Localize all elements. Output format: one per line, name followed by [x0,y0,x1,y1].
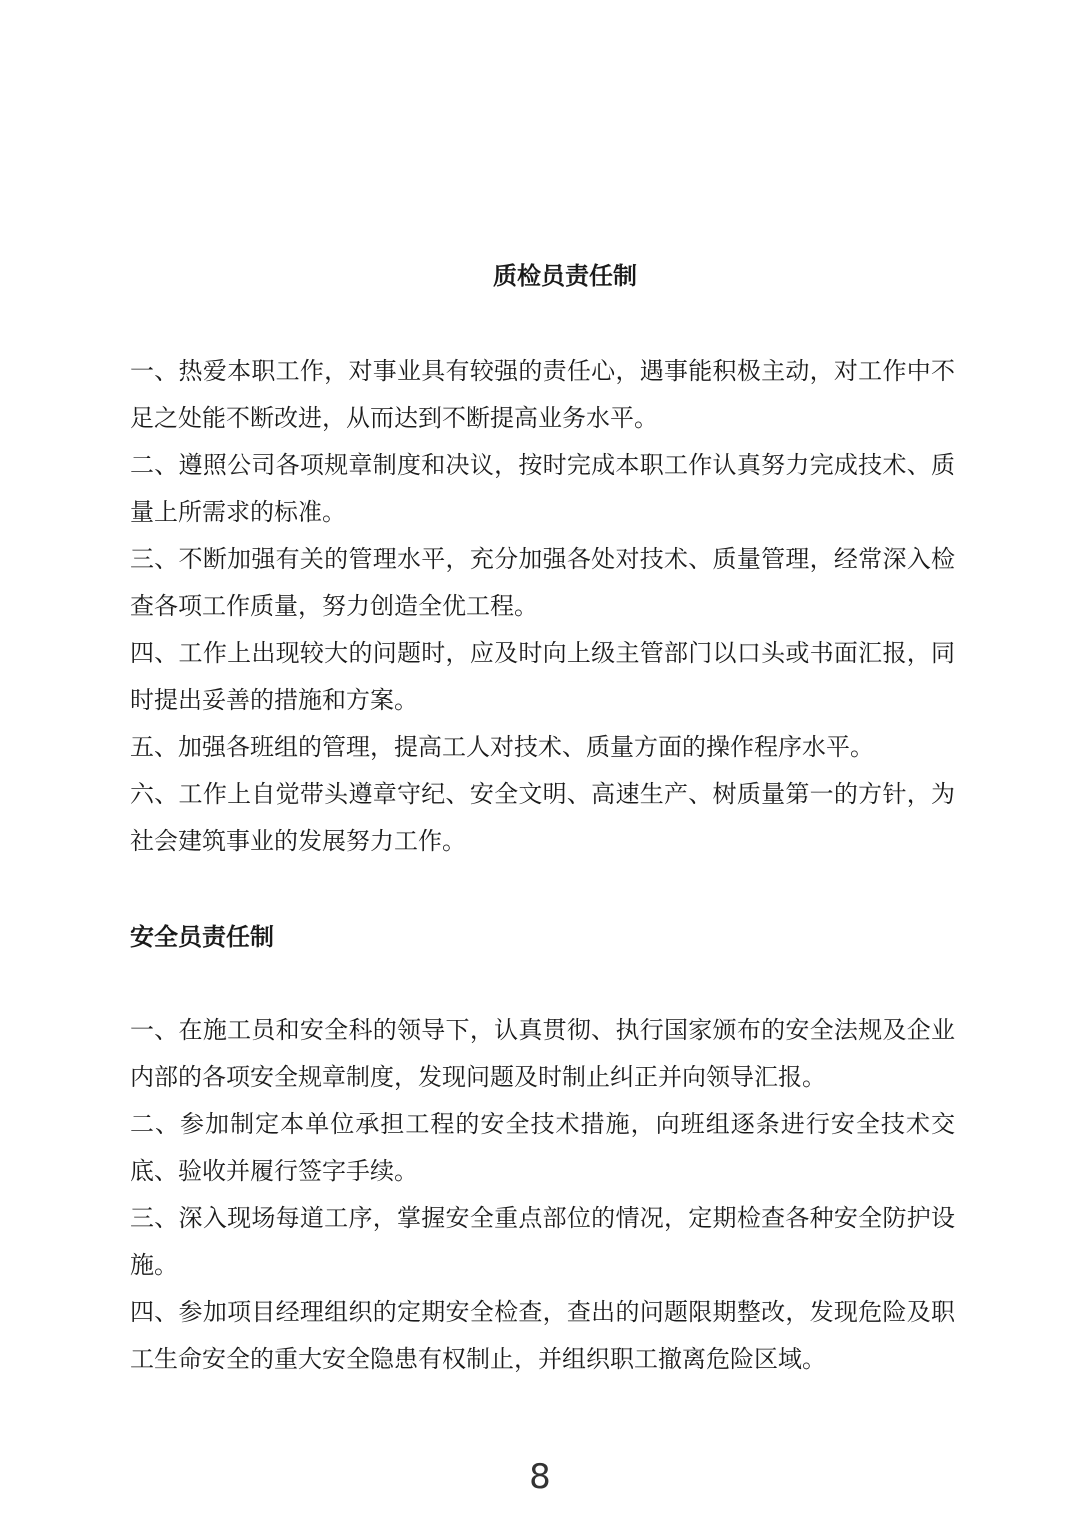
section1-body [130,348,955,865]
section2-body [130,1007,955,1383]
section1-title: 质检员责任制 [493,262,637,290]
section1-paragraph-3: 三、不断加强有关的管理水平，充分加强各处对技术、质量管理，经常深入检查各项工作质量，努力创造全优工程。 [130,545,955,620]
section1-paragraph-1: 一、热爱本职工作，对事业具有较强的责任心，遇事能积极主动，对工作中不足之处能不断改进，从而达到不断提高业务水平。 [130,357,955,432]
page-number: 8 [529,1457,551,1497]
section1-paragraph-6: 六、工作上自觉带头遵章守纪、安全文明、高速生产、树质量第一的方针，为社会建筑事业的发展努力工作。 [130,780,955,855]
section2-title: 安全员责任制 [130,923,274,951]
section1-paragraph-4: 四、工作上出现较大的问题时，应及时向上级主管部门以口头或书面汇报，同时提出妥善的措施和方案。 [130,639,955,714]
section1-paragraph-5: 五、加强各班组的管理，提高工人对技术、质量方面的操作程序水平。 [130,733,874,761]
section2-paragraph-3: 三、深入现场每道工序，掌握安全重点部位的情况，定期检查各种安全防护设施。 [130,1204,955,1279]
section2-paragraph-4: 四、参加项目经理组织的定期安全检查，查出的问题限期整改，发现危险及职工生命安全的重大安全隐患有权制止，并组织职工撤离危险区域。 [130,1298,955,1373]
section2-paragraph-1: 一、在施工员和安全科的领导下，认真贯彻、执行国家颁布的安全法规及企业内部的各项安全规章制度，发现问题及时制止纠正并向领导汇报。 [130,1016,955,1091]
section2-paragraph-2: 二、参加制定本单位承担工程的安全技术措施，向班组逐条进行安全技术交底、验收并履行签字手续。 [130,1110,955,1185]
section1-paragraph-2: 二、遵照公司各项规章制度和决议，按时完成本职工作认真努力完成技术、质量上所需求的标准。 [130,451,955,526]
